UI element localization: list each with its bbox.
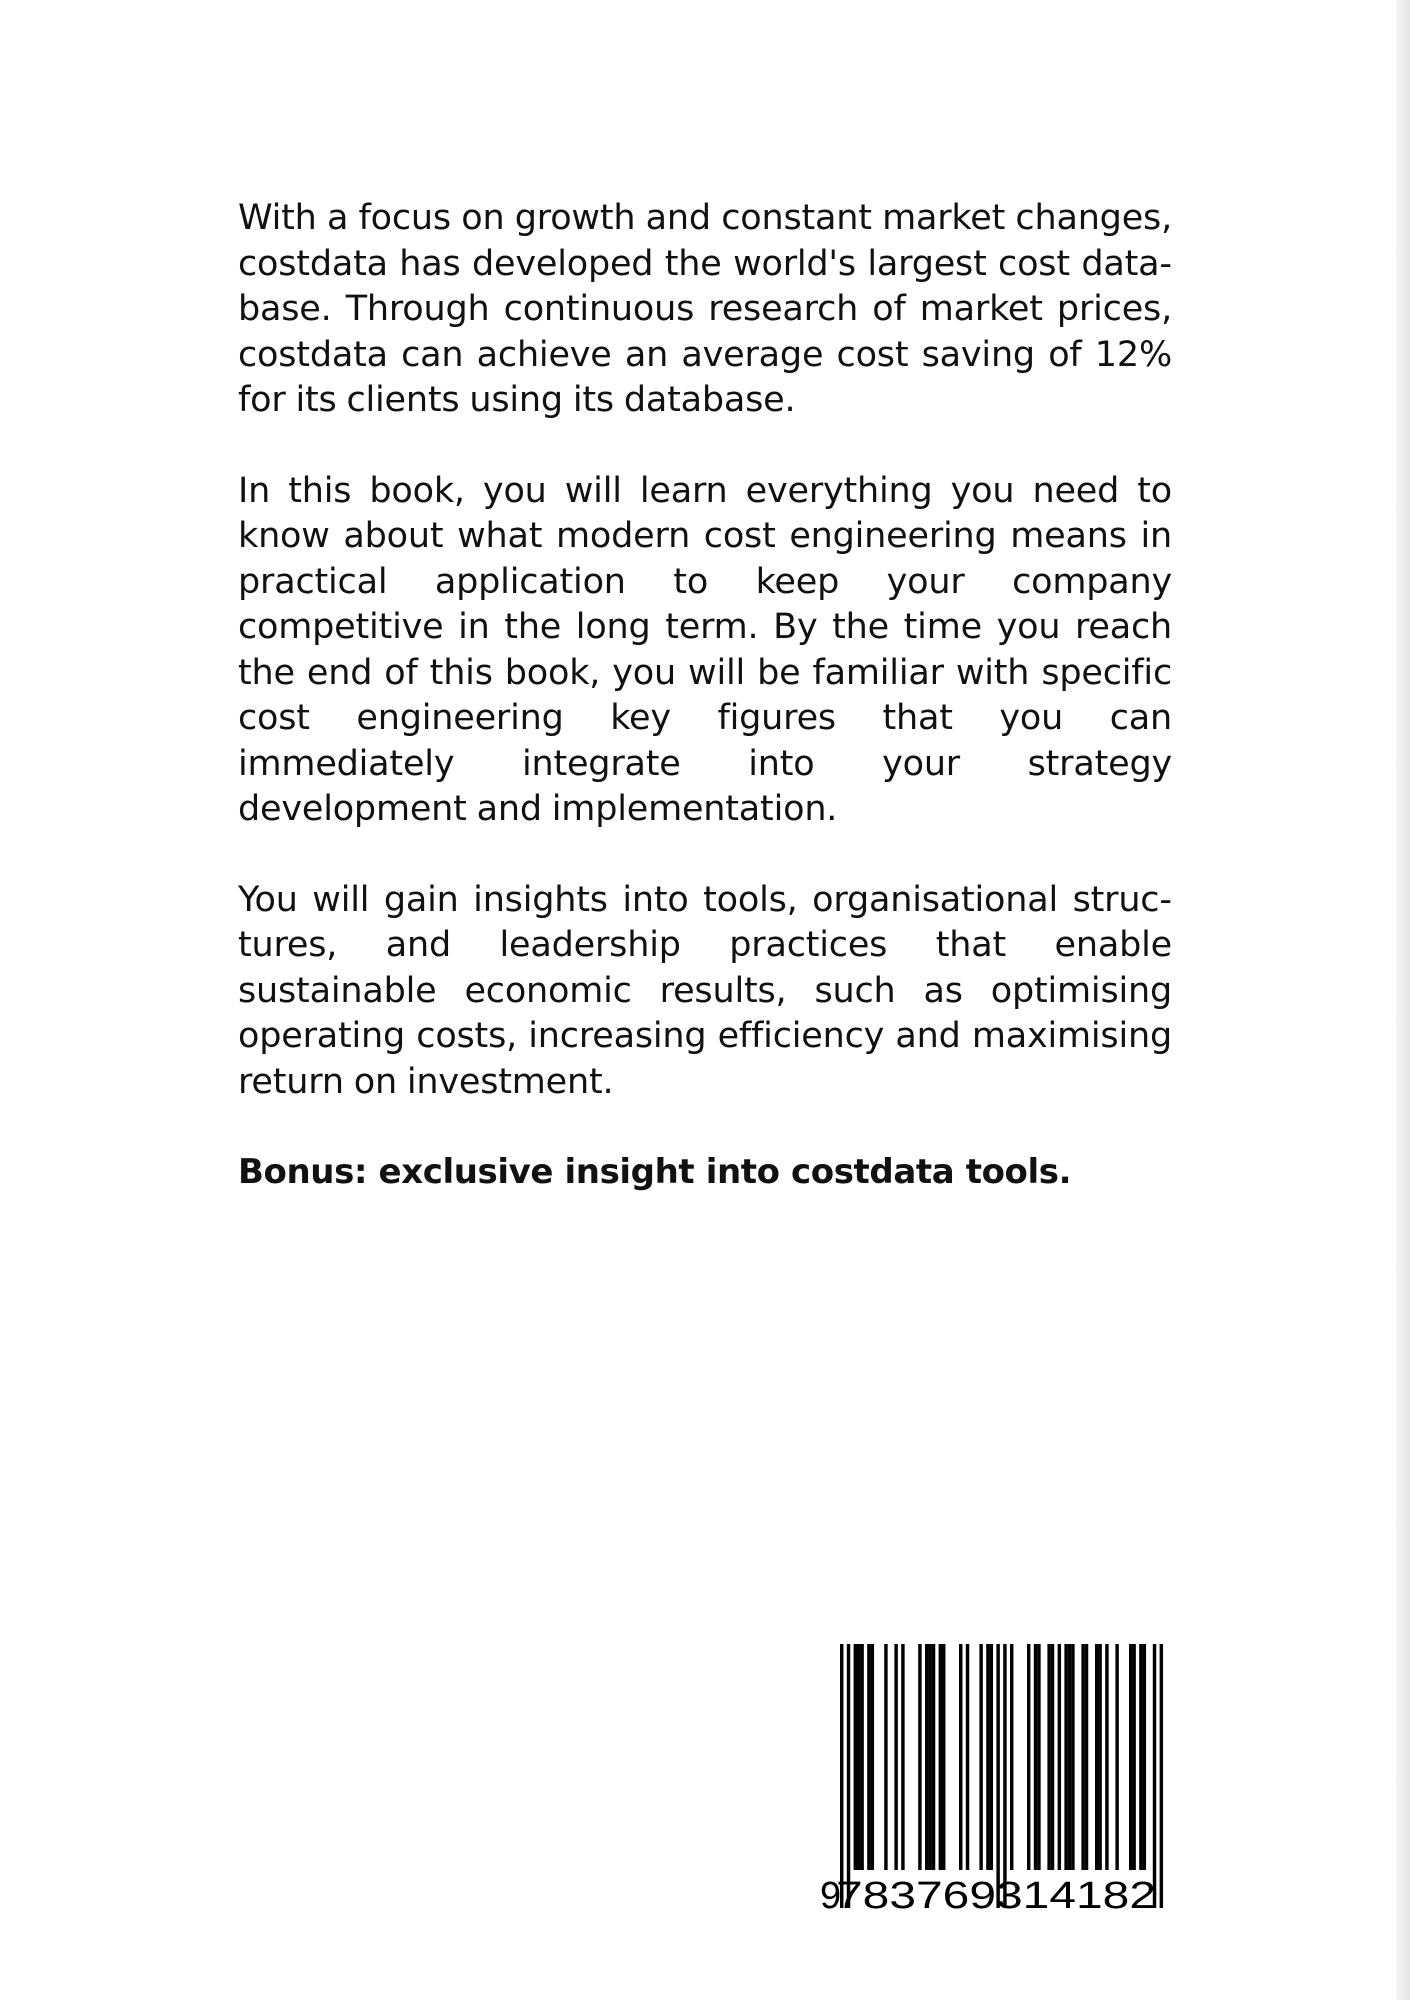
barcode-bar [894, 1644, 897, 1870]
barcode-bar [1160, 1644, 1163, 1908]
barcode-bar [1068, 1644, 1071, 1870]
barcode-bar [1143, 1644, 1146, 1870]
barcode-bar [854, 1644, 857, 1870]
barcode-bar [918, 1644, 921, 1870]
barcode-bar [884, 1644, 887, 1870]
barcode-bar [1139, 1644, 1142, 1870]
barcode-bar [928, 1644, 931, 1870]
barcode-bar [1047, 1644, 1050, 1870]
barcode-bar [1115, 1644, 1118, 1870]
barcode-bar [1129, 1644, 1132, 1870]
barcode-right-digits: 314182 [996, 1875, 1156, 1912]
bonus-note: Bonus: exclusive insight into costdata tools. [238, 1152, 1072, 1192]
barcode-bar [1034, 1644, 1037, 1870]
barcode-first-digit: 9 [820, 1875, 842, 1912]
paragraph-book-content: In this book, you will learn everything you need to know about what modern cost engineering means in practical application to keep your company competitive in the long term. By the time you reach the end of this book, you will be familiar with specific cost engineering key figures that you can immediately integrate into your strategy development and implementation. [238, 470, 1172, 829]
barcode-bar [979, 1644, 982, 1870]
barcode-bar [925, 1644, 928, 1870]
back-cover-text [238, 196, 1172, 1195]
barcode-bar [847, 1644, 850, 1908]
barcode-graphic [812, 1644, 1180, 1912]
barcode-bar [1037, 1644, 1040, 1870]
barcode-bar [1153, 1644, 1156, 1908]
paragraph-intro: With a focus on growth and constant market changes, costdata has developed the world's largest cost database. Through continuous research of market prices, costdata can achieve an average cost saving of 12% for its clients using its database. [238, 198, 1172, 420]
barcode-bar [1027, 1644, 1030, 1870]
barcode-left-digits: 783769 [836, 1875, 996, 1912]
barcode-bar [867, 1644, 870, 1870]
barcode-bar [1085, 1644, 1088, 1870]
barcode-bar [901, 1644, 904, 1870]
barcode-bar [1058, 1644, 1061, 1870]
isbn-barcode [812, 1644, 1180, 1912]
barcode-bar [860, 1644, 863, 1870]
barcode-bar [939, 1644, 942, 1870]
barcode-bar [1132, 1644, 1135, 1870]
barcode-bar [1064, 1644, 1067, 1870]
barcode-bar [1010, 1644, 1013, 1870]
barcode-bar [857, 1644, 860, 1870]
barcode-bar [1098, 1644, 1101, 1870]
barcode-bar [996, 1644, 999, 1908]
barcode-bars [840, 1644, 1163, 1908]
barcode-bar [1105, 1644, 1108, 1870]
barcode-bar [1081, 1644, 1084, 1870]
barcode-bar [966, 1644, 969, 1870]
barcode-bar [1095, 1644, 1098, 1870]
barcode-bar [1071, 1644, 1074, 1870]
barcode-bar [840, 1644, 843, 1908]
barcode-bar [932, 1644, 935, 1870]
barcode-bar [1003, 1644, 1006, 1908]
barcode-bar [871, 1644, 874, 1870]
barcode-bar [942, 1644, 945, 1870]
barcode-bar [986, 1644, 989, 1870]
barcode-bar [959, 1644, 962, 1870]
page-edge-shadow [1396, 0, 1410, 2000]
barcode-bar [1051, 1644, 1054, 1870]
paragraph-insights: You will gain insights into tools, organisational structures, and leadership practices that enable sustainable economic results, such as optimising operating costs, increasing efficiency and maximising return on investment. [238, 879, 1172, 1102]
barcode-bar [990, 1644, 993, 1870]
